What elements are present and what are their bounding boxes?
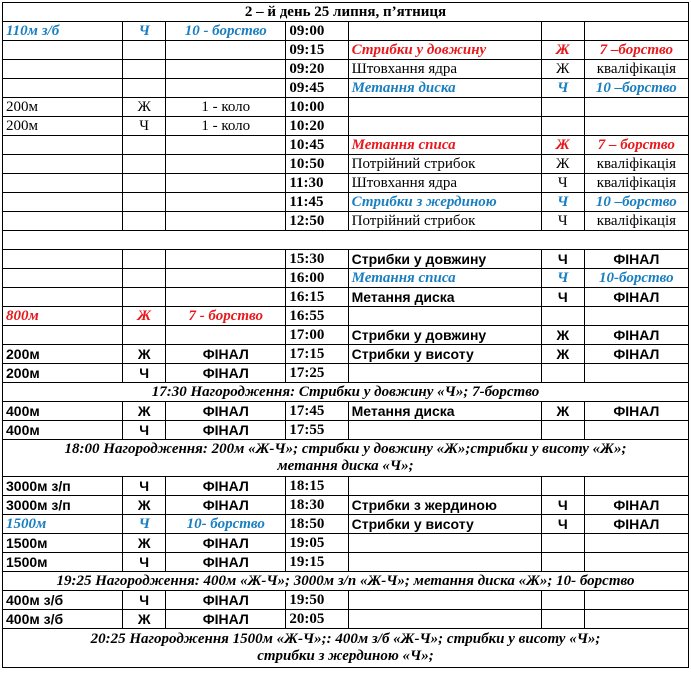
left-gender-cell: Ч xyxy=(123,591,166,610)
left-round-cell xyxy=(166,155,286,174)
left-gender-cell: Ч xyxy=(123,477,166,496)
award-ceremony-line: 17:30 Нагородження: Стрибки у довжину «Ч»; 7-борство xyxy=(151,383,540,400)
left-event-cell xyxy=(3,250,123,269)
left-gender-cell xyxy=(123,174,166,193)
right-round-cell: 10-борство xyxy=(584,269,688,288)
time-cell: 17:00 xyxy=(286,326,348,345)
left-gender-cell: Ж xyxy=(123,307,166,326)
right-event-cell xyxy=(348,22,541,41)
right-round-cell: 7 – борство xyxy=(584,136,688,155)
right-event-cell xyxy=(348,534,541,553)
left-event-cell: 200м xyxy=(3,98,123,117)
time-cell: 10:20 xyxy=(286,117,348,136)
time-cell: 18:50 xyxy=(286,515,348,534)
table-row xyxy=(3,326,689,345)
right-round-cell: кваліфікація xyxy=(584,155,688,174)
table-row xyxy=(3,534,689,553)
left-round-cell: ФІНАЛ xyxy=(166,496,286,515)
time-cell: 19:15 xyxy=(286,553,348,572)
left-event-cell xyxy=(3,269,123,288)
left-event-cell xyxy=(3,136,123,155)
right-gender-cell: Ж xyxy=(541,345,584,364)
table-row xyxy=(3,307,689,326)
right-event-cell xyxy=(348,421,541,440)
right-round-cell xyxy=(584,553,688,572)
left-gender-cell xyxy=(123,155,166,174)
right-gender-cell: Ж xyxy=(541,326,584,345)
right-round-cell: 10 –борство xyxy=(584,79,688,98)
left-gender-cell: Ж xyxy=(123,610,166,629)
right-gender-cell: Ж xyxy=(541,60,584,79)
left-round-cell xyxy=(166,269,286,288)
table-row xyxy=(3,402,689,421)
left-event-cell: 1500м xyxy=(3,534,123,553)
time-cell: 19:05 xyxy=(286,534,348,553)
right-event-cell xyxy=(348,591,541,610)
right-gender-cell: Ж xyxy=(541,41,584,60)
right-event-cell: Стрибки у довжину xyxy=(348,326,541,345)
left-gender-cell: Ч xyxy=(123,22,166,41)
left-round-cell xyxy=(166,193,286,212)
left-round-cell: ФІНАЛ xyxy=(166,610,286,629)
left-event-cell: 400м з/б xyxy=(3,610,123,629)
table-row xyxy=(3,496,689,515)
time-cell: 10:50 xyxy=(286,155,348,174)
right-gender-cell: Ч xyxy=(541,288,584,307)
right-round-cell: ФІНАЛ xyxy=(584,496,688,515)
time-cell: 18:30 xyxy=(286,496,348,515)
time-cell: 11:45 xyxy=(286,193,348,212)
left-round-cell xyxy=(166,250,286,269)
left-gender-cell: Ж xyxy=(123,402,166,421)
right-gender-cell xyxy=(541,364,584,383)
right-round-cell xyxy=(584,610,688,629)
award-ceremony-line: 19:25 Нагородження: 400м «Ж-Ч»; 3000м з/п «Ж-Ч»; метання диска «Ж»; 10- борство xyxy=(56,572,635,589)
right-event-cell: Метання списа xyxy=(348,269,541,288)
left-event-cell: 400м з/б xyxy=(3,591,123,610)
left-event-cell xyxy=(3,60,123,79)
right-gender-cell xyxy=(541,22,584,41)
right-event-cell: Потрійний стрибок xyxy=(348,155,541,174)
time-cell: 17:25 xyxy=(286,364,348,383)
table-row xyxy=(3,553,689,572)
left-gender-cell xyxy=(123,136,166,155)
right-event-cell: Стрибки у висоту xyxy=(348,515,541,534)
left-gender-cell xyxy=(123,288,166,307)
left-gender-cell xyxy=(123,212,166,231)
award-ceremony-line: 18:00 Нагородження: 200м «Ж-Ч»; стрибки у довжину «Ж»;стрибки у висоту «Ж»; xyxy=(64,441,627,457)
table-row xyxy=(3,212,689,231)
right-event-cell: Стрибки з жердиною xyxy=(348,496,541,515)
table-row xyxy=(3,421,689,440)
right-round-cell xyxy=(584,477,688,496)
table-row xyxy=(3,136,689,155)
time-cell: 11:30 xyxy=(286,174,348,193)
left-gender-cell: Ж xyxy=(123,345,166,364)
time-cell: 15:30 xyxy=(286,250,348,269)
spacer-cell xyxy=(3,231,689,250)
award-ceremony-note xyxy=(3,572,689,591)
right-round-cell xyxy=(584,22,688,41)
left-round-cell xyxy=(166,288,286,307)
time-cell: 09:15 xyxy=(286,41,348,60)
left-round-cell: 10- борство xyxy=(166,515,286,534)
left-gender-cell: Ж xyxy=(123,496,166,515)
left-round-cell: 7 - борство xyxy=(166,307,286,326)
left-gender-cell xyxy=(123,79,166,98)
table-row xyxy=(3,98,689,117)
time-cell: 17:15 xyxy=(286,345,348,364)
left-event-cell: 200м xyxy=(3,364,123,383)
left-event-cell: 400м xyxy=(3,421,123,440)
right-round-cell: кваліфікація xyxy=(584,212,688,231)
left-event-cell xyxy=(3,193,123,212)
right-gender-cell: Ж xyxy=(541,402,584,421)
table-row xyxy=(3,269,689,288)
right-event-cell: Стрибки у довжину xyxy=(348,250,541,269)
right-round-cell: 7 –борство xyxy=(584,41,688,60)
time-cell: 16:15 xyxy=(286,288,348,307)
left-gender-cell: Ч xyxy=(123,421,166,440)
right-gender-cell xyxy=(541,421,584,440)
right-round-cell: ФІНАЛ xyxy=(584,326,688,345)
left-event-cell: 200м xyxy=(3,117,123,136)
table-row xyxy=(3,155,689,174)
left-event-cell: 3000м з/п xyxy=(3,477,123,496)
left-round-cell: ФІНАЛ xyxy=(166,553,286,572)
left-gender-cell: Ж xyxy=(123,98,166,117)
table-row xyxy=(3,117,689,136)
left-round-cell xyxy=(166,174,286,193)
time-cell: 09:45 xyxy=(286,79,348,98)
right-event-cell: Стрибки у висоту xyxy=(348,345,541,364)
left-event-cell xyxy=(3,41,123,60)
right-gender-cell xyxy=(541,477,584,496)
right-event-cell xyxy=(348,610,541,629)
left-event-cell xyxy=(3,288,123,307)
right-event-cell: Метання диска xyxy=(348,288,541,307)
right-gender-cell: Ч xyxy=(541,193,584,212)
time-cell: 16:55 xyxy=(286,307,348,326)
right-event-cell: Стрибки з жердиною xyxy=(348,193,541,212)
left-gender-cell: Ч xyxy=(123,553,166,572)
right-gender-cell: Ч xyxy=(541,174,584,193)
left-gender-cell xyxy=(123,269,166,288)
left-round-cell: 1 - коло xyxy=(166,117,286,136)
right-gender-cell: Ж xyxy=(541,136,584,155)
time-cell: 09:20 xyxy=(286,60,348,79)
right-round-cell xyxy=(584,534,688,553)
right-event-cell: Штовхання ядра xyxy=(348,60,541,79)
right-event-cell: Стрибки у довжину xyxy=(348,41,541,60)
table-row xyxy=(3,288,689,307)
award-ceremony-row xyxy=(3,440,689,477)
spacer-row xyxy=(3,231,689,250)
right-gender-cell: Ч xyxy=(541,269,584,288)
left-round-cell: ФІНАЛ xyxy=(166,364,286,383)
right-round-cell: ФІНАЛ xyxy=(584,250,688,269)
time-cell: 17:45 xyxy=(286,402,348,421)
time-cell: 10:00 xyxy=(286,98,348,117)
award-ceremony-note xyxy=(3,629,689,668)
right-round-cell xyxy=(584,307,688,326)
left-event-cell: 1500м xyxy=(3,515,123,534)
award-ceremony-line: 20:25 Нагородження 1500м «Ж-Ч»;: 400м з/б «Ж-Ч»; стрибки у висоту «Ч»; xyxy=(90,631,601,647)
left-gender-cell: Ж xyxy=(123,534,166,553)
left-round-cell xyxy=(166,79,286,98)
table-row xyxy=(3,477,689,496)
schedule-body xyxy=(3,3,689,668)
left-event-cell xyxy=(3,212,123,231)
left-event-cell: 1500м xyxy=(3,553,123,572)
left-round-cell xyxy=(166,326,286,345)
right-gender-cell: Ж xyxy=(541,155,584,174)
left-gender-cell xyxy=(123,60,166,79)
left-event-cell: 110м з/б xyxy=(3,22,123,41)
right-round-cell: ФІНАЛ xyxy=(584,402,688,421)
award-ceremony-row xyxy=(3,383,689,402)
time-cell: 12:50 xyxy=(286,212,348,231)
table-row xyxy=(3,250,689,269)
left-event-cell xyxy=(3,79,123,98)
time-cell: 16:00 xyxy=(286,269,348,288)
table-row xyxy=(3,174,689,193)
right-round-cell: ФІНАЛ xyxy=(584,515,688,534)
right-gender-cell xyxy=(541,307,584,326)
right-gender-cell: Ч xyxy=(541,212,584,231)
table-row xyxy=(3,345,689,364)
time-cell: 19:50 xyxy=(286,591,348,610)
left-round-cell: 1 - коло xyxy=(166,98,286,117)
right-gender-cell xyxy=(541,591,584,610)
left-event-cell: 3000м з/п xyxy=(3,496,123,515)
table-row xyxy=(3,193,689,212)
right-event-cell xyxy=(348,477,541,496)
time-cell: 18:15 xyxy=(286,477,348,496)
time-cell: 10:45 xyxy=(286,136,348,155)
left-event-cell xyxy=(3,174,123,193)
left-gender-cell xyxy=(123,41,166,60)
right-event-cell xyxy=(348,364,541,383)
right-gender-cell: Ч xyxy=(541,79,584,98)
right-event-cell xyxy=(348,117,541,136)
table-row xyxy=(3,610,689,629)
award-ceremony-row xyxy=(3,629,689,668)
award-ceremony-note xyxy=(3,440,689,477)
right-gender-cell xyxy=(541,117,584,136)
right-round-cell xyxy=(584,364,688,383)
left-round-cell: ФІНАЛ xyxy=(166,345,286,364)
time-cell: 20:05 xyxy=(286,610,348,629)
left-gender-cell xyxy=(123,250,166,269)
left-event-cell xyxy=(3,155,123,174)
title-row xyxy=(3,3,689,22)
left-round-cell xyxy=(166,136,286,155)
left-gender-cell: Ч xyxy=(123,364,166,383)
right-gender-cell: Ч xyxy=(541,496,584,515)
right-event-cell xyxy=(348,98,541,117)
table-row xyxy=(3,515,689,534)
left-event-cell: 400м xyxy=(3,402,123,421)
right-event-cell: Потрійний стрибок xyxy=(348,212,541,231)
right-round-cell xyxy=(584,591,688,610)
right-round-cell: кваліфікація xyxy=(584,174,688,193)
left-event-cell: 200м xyxy=(3,345,123,364)
right-event-cell: Метання диска xyxy=(348,79,541,98)
left-round-cell xyxy=(166,212,286,231)
right-round-cell: 10 –борство xyxy=(584,193,688,212)
schedule-table xyxy=(2,2,689,668)
page-title: 2 – й день 25 липня, п’ятниця xyxy=(3,3,689,22)
left-gender-cell xyxy=(123,326,166,345)
right-round-cell xyxy=(584,98,688,117)
table-row xyxy=(3,22,689,41)
award-ceremony-row xyxy=(3,572,689,591)
left-round-cell: ФІНАЛ xyxy=(166,534,286,553)
left-gender-cell: Ч xyxy=(123,117,166,136)
right-gender-cell: Ч xyxy=(541,250,584,269)
left-round-cell: ФІНАЛ xyxy=(166,591,286,610)
left-gender-cell xyxy=(123,193,166,212)
table-row xyxy=(3,79,689,98)
left-round-cell: ФІНАЛ xyxy=(166,477,286,496)
award-ceremony-note xyxy=(3,383,689,402)
table-row xyxy=(3,41,689,60)
time-cell: 09:00 xyxy=(286,22,348,41)
left-round-cell xyxy=(166,60,286,79)
table-row xyxy=(3,60,689,79)
right-gender-cell xyxy=(541,98,584,117)
award-ceremony-line: метання диска «Ч»; xyxy=(277,458,414,474)
right-gender-cell xyxy=(541,553,584,572)
right-round-cell: ФІНАЛ xyxy=(584,345,688,364)
right-event-cell: Метання списа xyxy=(348,136,541,155)
right-round-cell: кваліфікація xyxy=(584,60,688,79)
left-round-cell: 10 - борство xyxy=(166,22,286,41)
right-round-cell: ФІНАЛ xyxy=(584,288,688,307)
right-event-cell: Штовхання ядра xyxy=(348,174,541,193)
right-event-cell xyxy=(348,553,541,572)
right-round-cell xyxy=(584,421,688,440)
award-ceremony-line: стрибки з жердиною «Ч»; xyxy=(257,648,434,664)
right-event-cell: Метання диска xyxy=(348,402,541,421)
left-round-cell xyxy=(166,41,286,60)
right-gender-cell: Ч xyxy=(541,515,584,534)
left-gender-cell: Ч xyxy=(123,515,166,534)
right-gender-cell xyxy=(541,610,584,629)
right-event-cell xyxy=(348,307,541,326)
left-event-cell: 800м xyxy=(3,307,123,326)
right-round-cell xyxy=(584,117,688,136)
time-cell: 17:55 xyxy=(286,421,348,440)
left-round-cell: ФІНАЛ xyxy=(166,421,286,440)
table-row xyxy=(3,364,689,383)
left-round-cell: ФІНАЛ xyxy=(166,402,286,421)
left-event-cell xyxy=(3,326,123,345)
right-gender-cell xyxy=(541,534,584,553)
table-row xyxy=(3,591,689,610)
